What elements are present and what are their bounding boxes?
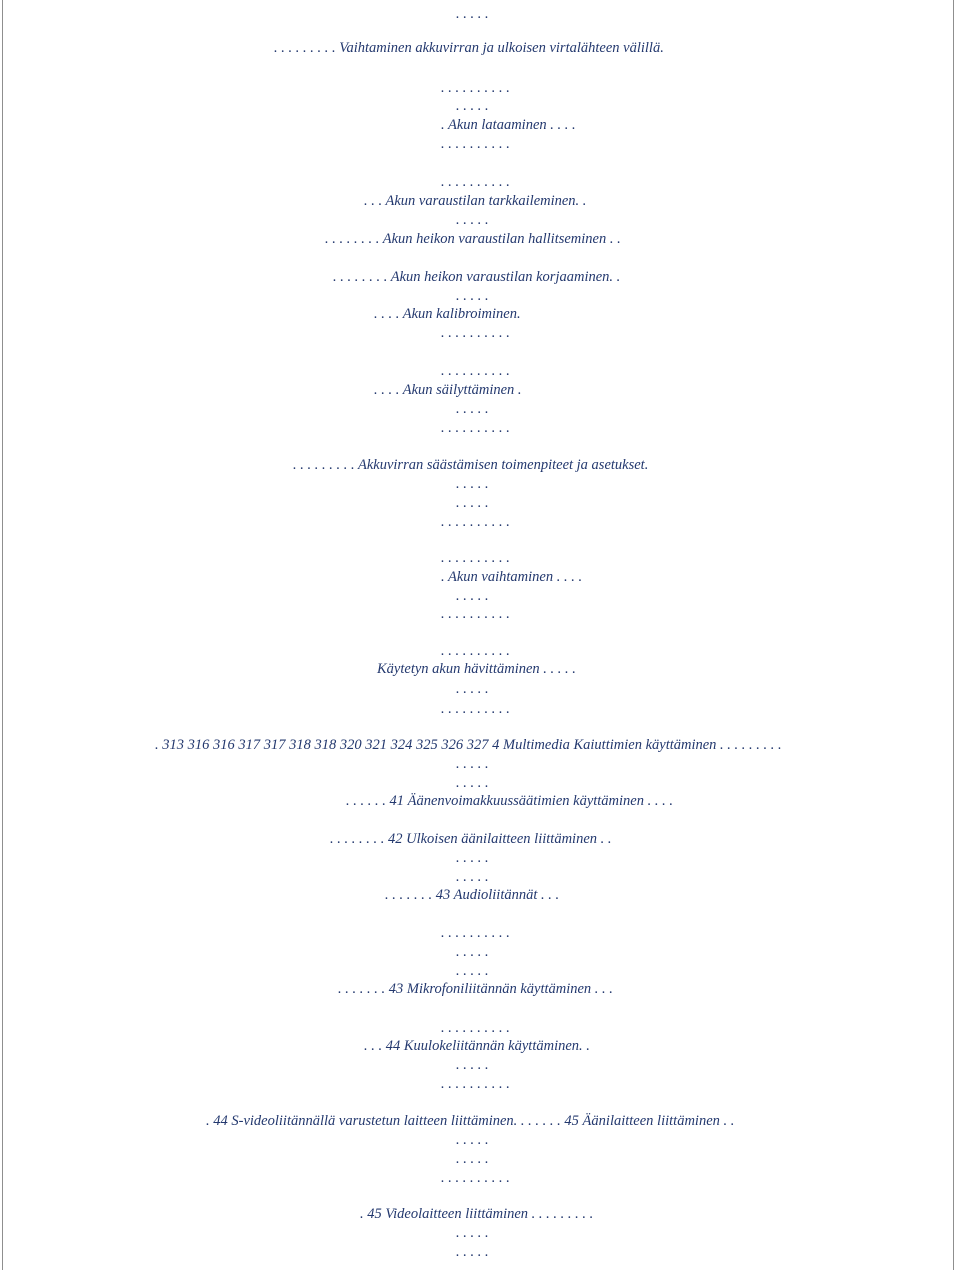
toc-entry: . . . . . . . . . . — [441, 643, 510, 659]
toc-entry[interactable]: . . . . . . . 43 Audioliitännät . . . — [385, 887, 560, 903]
toc-entry: . . . . . . . . . . — [441, 1020, 510, 1036]
toc-entry[interactable]: . . . . . . . . . Vaihtaminen akkuvirran ja ulkoisen virtalähteen välillä. — [274, 40, 664, 56]
toc-entry: . . . . . . . . . . — [441, 420, 510, 436]
toc-entry: . . . . . — [456, 401, 489, 417]
toc-entry[interactable]: . . . 44 Kuulokeliitännän käyttäminen. . — [364, 1038, 590, 1054]
toc-entry[interactable]: . . . . Akun säilyttäminen . — [374, 382, 522, 398]
toc-entry: . . . . . — [456, 588, 489, 604]
toc-entry[interactable]: . . . . . . . 43 Mikrofoniliitännän käyttäminen . . . — [338, 981, 613, 997]
toc-entry: . . . . . — [456, 944, 489, 960]
toc-entry[interactable]: . . . Akun varaustilan tarkkaileminen. . — [364, 193, 587, 209]
toc-entry[interactable]: . 45 Videolaitteen liittäminen . . . . . . . . . — [360, 1206, 594, 1222]
toc-entry: . . . . . . . . . . — [441, 136, 510, 152]
toc-entry: . . . . . — [456, 756, 489, 772]
toc-entry: . . . . . — [456, 495, 489, 511]
toc-entry: . . . . . — [456, 476, 489, 492]
toc-entry: . . . . . . . . . . — [441, 174, 510, 190]
toc-entry: . . . . . — [456, 775, 489, 791]
toc-entry: . . . . . . . . . . — [441, 701, 510, 717]
toc-entry: . . . . . . . . . . — [441, 550, 510, 566]
toc-entry[interactable]: . . . . . . . . Akun heikon varaustilan korjaaminen. . — [333, 269, 621, 285]
toc-entry[interactable]: . 313 316 316 317 317 318 318 320 321 324 325 326 327 4 Multimedia Kaiuttimien käyttäminen . . . . . . . . . — [155, 737, 782, 753]
toc-entry[interactable]: . 44 S-videoliitännällä varustetun laitteen liittäminen. . . . . . . 45 Äänilaitteen liittäminen . . — [206, 1113, 735, 1129]
toc-entry: . . . . . . . . . . — [441, 80, 510, 96]
toc-entry: . . . . . — [456, 963, 489, 979]
toc-entry: . . . . . — [456, 1057, 489, 1073]
toc-entry: . . . . . . . . . . — [441, 1076, 510, 1092]
toc-entry[interactable]: . Akun vaihtaminen . . . . — [441, 569, 583, 585]
toc-entry: . . . . . — [456, 1225, 489, 1241]
toc-entry: . . . . . . . . . . — [441, 325, 510, 341]
toc-entry: . . . . . — [456, 1244, 489, 1260]
toc-entry[interactable]: . . . . Akun kalibroiminen. — [374, 306, 521, 322]
toc-entry[interactable]: . Akun lataaminen . . . . — [441, 117, 576, 133]
toc-entry: . . . . . — [456, 6, 489, 22]
toc-entry: . . . . . . . . . . — [441, 925, 510, 941]
toc-entry: . . . . . — [456, 681, 489, 697]
toc-entry: . . . . . — [456, 1132, 489, 1148]
toc-entry[interactable]: . . . . . . . . . Akkuvirran säästämisen toimenpiteet ja asetukset. — [293, 457, 649, 473]
toc-entry[interactable]: . . . . . . 41 Äänenvoimakkuussäätimien käyttäminen . . . . — [346, 793, 673, 809]
toc-entry: . . . . . — [456, 850, 489, 866]
toc-entry: . . . . . — [456, 1151, 489, 1167]
toc-entry: . . . . . . . . . . — [441, 514, 510, 530]
toc-entry: . . . . . — [456, 869, 489, 885]
toc-entry[interactable]: . . . . . . . . 42 Ulkoisen äänilaitteen liittäminen . . — [330, 831, 612, 847]
toc-entry: . . . . . . . . . . — [441, 1170, 510, 1186]
toc-entry[interactable]: Käytetyn akun hävittäminen . . . . . — [377, 661, 576, 677]
toc-entry[interactable]: . . . . . . . . Akun heikon varaustilan hallitseminen . . — [325, 231, 621, 247]
toc-entry: . . . . . . . . . . — [441, 363, 510, 379]
toc-entry: . . . . . — [456, 98, 489, 114]
toc-entry: . . . . . — [456, 212, 489, 228]
toc-entry: . . . . . . . . . . — [441, 606, 510, 622]
toc-entry: . . . . . — [456, 288, 489, 304]
